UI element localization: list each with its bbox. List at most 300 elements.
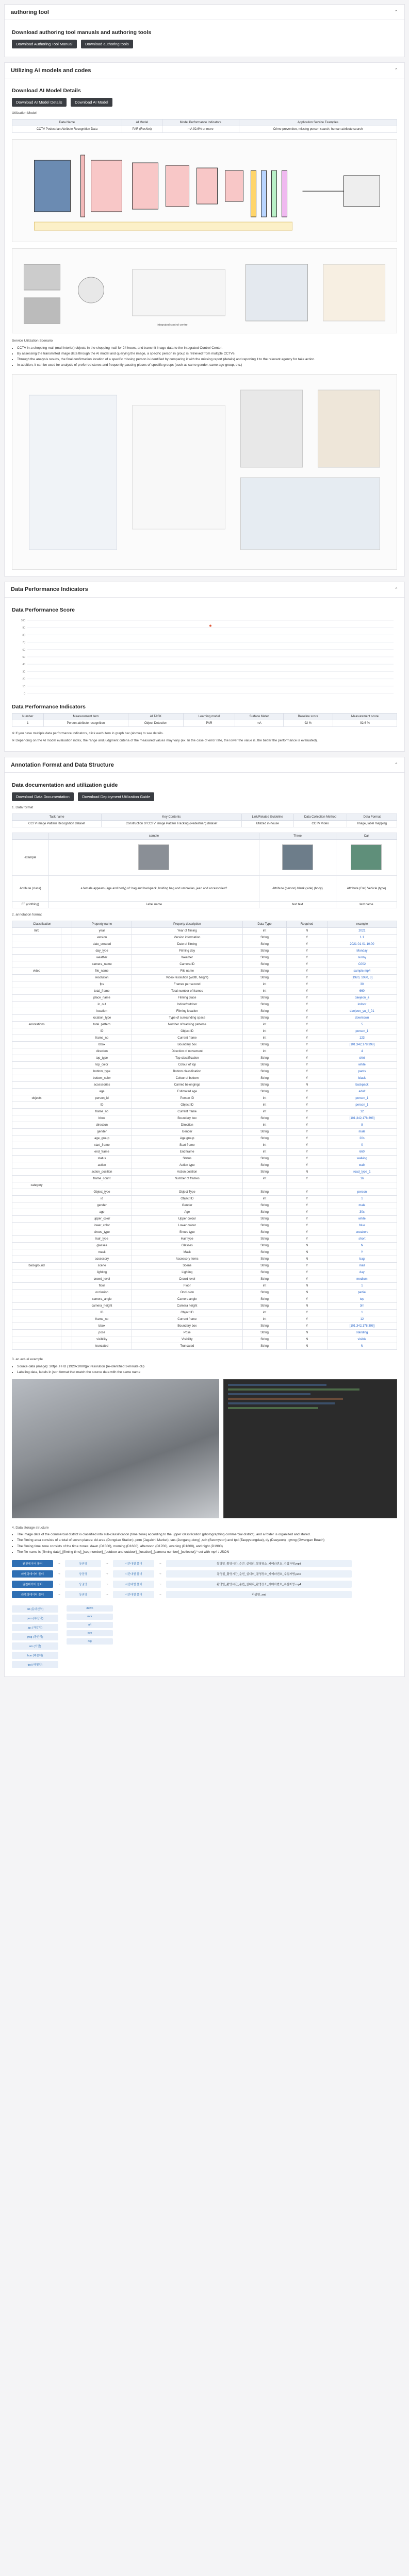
table-cell: Object_type [72, 1189, 132, 1195]
table-cell: Start frame [132, 1142, 242, 1148]
table-cell [61, 1148, 72, 1155]
table-cell: bottom_color [72, 1075, 132, 1081]
storage-row [12, 1591, 397, 1598]
table-row [12, 961, 397, 968]
table-cell: int [242, 1282, 286, 1289]
table-cell: Shoes type [132, 1229, 242, 1235]
table-cell [12, 1128, 61, 1135]
table-cell: Y [287, 947, 328, 954]
y-tick-label: 100 [21, 619, 25, 622]
table-cell: crowd_level [72, 1276, 132, 1282]
folder-item[interactable]: eve [67, 1630, 113, 1636]
arrow-right-icon: → [158, 1572, 162, 1576]
table-cell: daejeon_a [327, 994, 397, 1001]
table-cell: category [12, 1182, 61, 1189]
folder-item[interactable]: gwg (광안리) [12, 1633, 58, 1640]
table-cell [12, 1148, 61, 1155]
table-heading: Data Performance Indicators [12, 703, 86, 710]
table-cell: Estimated age [132, 1088, 242, 1095]
table-cell: String [242, 1115, 286, 1122]
table-cell: annotations [12, 1021, 61, 1028]
table-cell: Y [287, 1095, 328, 1101]
table-cell [61, 1329, 72, 1336]
table-cell: gender [72, 1128, 132, 1135]
table-cell: Image, label mapping [347, 821, 397, 827]
storage-file-box: 파일명_xml [166, 1591, 352, 1598]
table-cell: Glasses [132, 1242, 242, 1249]
table-cell [61, 1055, 72, 1061]
table-cell: 1.1 [327, 934, 397, 941]
table-cell: String [242, 1001, 286, 1008]
table-cell [12, 1329, 61, 1336]
table-cell: Attribute (person) blank (side) (body) [259, 876, 336, 902]
section-title: Data Performance Indicators [11, 586, 88, 593]
table-row [12, 1061, 397, 1068]
feature-block [272, 171, 277, 217]
folder-item[interactable]: tpd (태평양) [12, 1661, 58, 1668]
table-cell: String [242, 1222, 286, 1229]
table-cell: age [72, 1088, 132, 1095]
table-cell: int [242, 1101, 286, 1108]
performance-chart [12, 616, 397, 699]
table-cell: adult [327, 1088, 397, 1095]
table-cell: String [242, 1296, 286, 1302]
table-row [12, 1222, 397, 1229]
example-table [12, 833, 397, 908]
table-cell [61, 968, 72, 974]
table-cell: String [242, 934, 286, 941]
table-cell [61, 947, 72, 954]
table-cell: String [242, 1269, 286, 1276]
folder-item[interactable]: sm (서면) [12, 1642, 58, 1650]
table-cell [242, 1182, 286, 1189]
table-header: Required [287, 921, 328, 927]
table-cell: Y [287, 954, 328, 961]
folder-item[interactable]: hun (해운대) [12, 1652, 58, 1659]
table-cell: bbox [72, 1323, 132, 1329]
table-cell: String [242, 974, 286, 981]
table-row [12, 1202, 397, 1209]
table-cell: Y [287, 1041, 328, 1048]
table-cell [12, 1101, 61, 1108]
service-scenario-title: Service Utilization Scenario [12, 338, 53, 343]
table-cell: Camera angle [132, 1296, 242, 1302]
ai-models-header[interactable] [5, 63, 404, 78]
table-cell [12, 1222, 61, 1229]
json-line [228, 1388, 359, 1391]
conv-block [197, 168, 218, 204]
arrow-right-icon: → [57, 1562, 61, 1566]
table-cell: camera_angle [72, 1296, 132, 1302]
table-header: AI TASK [128, 713, 184, 720]
data-point [209, 624, 211, 626]
table-row [12, 1242, 397, 1249]
architecture-svg [12, 140, 397, 243]
table-cell: person [327, 1189, 397, 1195]
table-cell: Person ID [132, 1095, 242, 1101]
table-cell: Pose [132, 1329, 242, 1336]
folder-item[interactable]: aft [67, 1622, 113, 1628]
table-cell: bag [327, 1256, 397, 1262]
annotation-header[interactable] [5, 757, 404, 773]
table-cell: Upper colour [132, 1215, 242, 1222]
table-cell: Y [287, 1316, 328, 1323]
table-row [12, 1101, 397, 1108]
table-cell [12, 1175, 61, 1182]
table-cell: year [72, 927, 132, 934]
table-cell [61, 1316, 72, 1323]
annotation-format-label: 2. annotation format [12, 913, 42, 917]
table-cell [61, 1262, 72, 1269]
folder-item[interactable]: jgc (자갈치) [12, 1624, 58, 1631]
table-cell [61, 1088, 72, 1095]
table-cell: End frame [132, 1148, 242, 1155]
table-cell: String [242, 941, 286, 947]
table-cell: Y [287, 1008, 328, 1014]
table-cell: Number of tracking patterns [132, 1021, 242, 1028]
storage-root-box: 라벨링데이터 폴더 [12, 1570, 53, 1578]
download-documentation-button[interactable]: Download Data Documentation [12, 792, 74, 801]
json-line [228, 1407, 318, 1409]
table-cell [12, 1088, 61, 1095]
table-cell: Y [287, 1215, 328, 1222]
diagram-caption: Integrated control centre [157, 323, 188, 327]
table-cell: direction [72, 1122, 132, 1128]
download-model-details-button[interactable]: Download AI Model Details [12, 98, 67, 107]
example-image [351, 844, 382, 870]
table-cell: bbox [72, 1115, 132, 1122]
table-header: Property description [132, 921, 242, 927]
illustration-svg [12, 375, 397, 570]
list-item: • Labeling data, labels in json format that match the source data with the same name [17, 1370, 397, 1375]
table-cell: accessories [72, 1081, 132, 1088]
table-cell: day [327, 1269, 397, 1276]
table-cell: in_out [72, 1001, 132, 1008]
table-cell: String [242, 1276, 286, 1282]
table-cell: Y [287, 1323, 328, 1329]
table-cell: Y [287, 1055, 328, 1061]
y-tick-label: 30 [22, 670, 25, 674]
table-cell: daejeon_yu_fl_01 [327, 1008, 397, 1014]
table-cell [12, 1162, 61, 1168]
table-cell: N [287, 927, 328, 934]
performance-note: ※ Depending on the AI model evaluation index, the range and judgment criteria of the measured values may vary (ex. In the case of error rate, the lower the value is, the better the performance is evaluated). [12, 738, 318, 742]
table-cell: Filming place [132, 994, 242, 1001]
table-cell: frame_no [72, 1035, 132, 1041]
table-cell: PAR (ResNet) [122, 126, 162, 132]
download-model-button[interactable]: Download AI Model [71, 98, 112, 107]
table-row [12, 1269, 397, 1276]
table-row [12, 1155, 397, 1162]
table-cell: Crime prevention, missing person search, human attribute search [239, 126, 397, 132]
table-cell: Y [287, 1135, 328, 1142]
example-image [282, 844, 313, 870]
table-cell: backpack [327, 1081, 397, 1088]
table-cell: day_type [72, 947, 132, 954]
table-cell: person_1 [327, 1095, 397, 1101]
authoring-tool-header[interactable] [5, 5, 404, 20]
table-row [12, 1128, 397, 1135]
y-tick-label: 10 [22, 685, 25, 688]
table-row [12, 934, 397, 941]
table-cell: Visibility [132, 1336, 242, 1343]
chevron-up-icon[interactable]: ⌃ [394, 586, 398, 592]
table-row [12, 988, 397, 994]
storage-root-box: 원천데이터 폴더 [12, 1560, 53, 1567]
table-cell: male [327, 1128, 397, 1135]
table-row [12, 1282, 397, 1289]
table-cell: CCTV Video [293, 821, 347, 827]
table-row [12, 1135, 397, 1142]
table-cell [61, 1122, 72, 1128]
table-cell: N [287, 1329, 328, 1336]
table-row [12, 1028, 397, 1035]
table-cell: gender [72, 1202, 132, 1209]
table-cell: top [327, 1296, 397, 1302]
table-cell [12, 1008, 61, 1014]
table-cell: floor [72, 1282, 132, 1289]
table-row [12, 1276, 397, 1282]
table-row [12, 1041, 397, 1048]
table-cell: 660 [327, 1148, 397, 1155]
table-row [12, 1215, 397, 1222]
json-viewer [223, 1379, 397, 1518]
table-cell: Y [287, 1309, 328, 1316]
table-cell: String [242, 1262, 286, 1269]
arrow-right-icon: → [158, 1592, 162, 1597]
table-cell [61, 1001, 72, 1008]
chevron-up-icon[interactable]: ⌃ [394, 762, 398, 768]
table-cell [12, 1289, 61, 1296]
storage-row [12, 1560, 397, 1567]
table-cell: Date of filming [132, 941, 242, 947]
table-cell: 30s [327, 1209, 397, 1215]
table-cell: Hair type [132, 1235, 242, 1242]
table-cell: int [242, 1309, 286, 1316]
table-cell: Y [287, 1195, 328, 1202]
table-cell: total_frame [72, 988, 132, 994]
table-cell: String [242, 1302, 286, 1309]
table-cell [61, 988, 72, 994]
table-cell [61, 1108, 72, 1115]
table-header: Measurement item [43, 713, 128, 720]
table-cell: Y [287, 1028, 328, 1035]
y-tick-label: 80 [22, 634, 25, 637]
table-cell: Y [287, 1202, 328, 1209]
table-cell: white [327, 1061, 397, 1068]
y-tick-label: 20 [22, 677, 25, 681]
table-cell [259, 840, 336, 876]
table-row [12, 1014, 397, 1021]
arrow-right-icon: → [57, 1572, 61, 1576]
table-header [12, 833, 49, 840]
table-cell: medium [327, 1276, 397, 1282]
table-cell [61, 1155, 72, 1162]
table-cell: String [242, 1014, 286, 1021]
storage-time-box: 시간대별 폴더 [113, 1560, 154, 1567]
table-cell: 1 [327, 1309, 397, 1316]
table-cell: Label name [48, 902, 259, 908]
result-panel [246, 264, 308, 321]
table-header: Data Format [347, 814, 397, 821]
table-cell: video [12, 968, 61, 974]
table-cell [61, 1081, 72, 1088]
table-cell: 92 % [283, 720, 333, 726]
table-cell [12, 1135, 61, 1142]
table-cell [12, 1155, 61, 1162]
table-cell: Total number of frames [132, 988, 242, 994]
table-cell: black [327, 1075, 397, 1081]
table-row [12, 1175, 397, 1182]
table-cell: walking [327, 1155, 397, 1162]
download-tool-button[interactable]: Download authoring tools [81, 40, 133, 48]
table-cell: String [242, 947, 286, 954]
table-cell: Info [12, 927, 61, 934]
table-cell: CCTV Pedestrian Attribute Recognition Data [12, 126, 122, 132]
table-cell: upper_color [72, 1215, 132, 1222]
input-image [35, 160, 71, 212]
table-cell: glasses [72, 1242, 132, 1249]
download-deployment-guide-button[interactable]: Download Deployment Utilization Guide [78, 792, 154, 801]
table-cell: lighting [72, 1269, 132, 1276]
table-row [12, 1142, 397, 1148]
download-manual-button[interactable]: Download Authoring Tool Manual [12, 40, 77, 48]
table-row [12, 1001, 397, 1008]
table-cell: Truncated [132, 1343, 242, 1349]
table-cell: Utilized in-house [241, 821, 293, 827]
table-cell: 1 [327, 1282, 397, 1289]
table-cell: N [287, 1289, 328, 1296]
table-cell: objects [12, 1095, 61, 1101]
table-cell [61, 1235, 72, 1242]
json-line [228, 1402, 335, 1404]
folder-item[interactable]: nig [67, 1638, 113, 1645]
table-cell [12, 1108, 61, 1115]
table-cell: String [242, 1068, 286, 1075]
chevron-up-icon[interactable]: ⌃ [394, 9, 398, 14]
storage-cat-box: 상권명 [65, 1581, 101, 1588]
table-cell [12, 1215, 61, 1222]
table-row [12, 1256, 397, 1262]
table-cell [12, 1302, 61, 1309]
cctv-thumb [24, 264, 60, 290]
table-cell: 5 [327, 1021, 397, 1028]
table-cell: accessory [72, 1256, 132, 1262]
folder-item[interactable]: mor [67, 1614, 113, 1620]
table-cell [61, 941, 72, 947]
table-cell: mA [235, 720, 283, 726]
table-cell: date_created [72, 941, 132, 947]
folder-item[interactable]: dawn [67, 1605, 113, 1612]
folder-item[interactable]: dd (동대신역) [12, 1605, 58, 1613]
service-bullets [12, 346, 397, 368]
table-cell: Person attribute recognition [43, 720, 128, 726]
performance-header[interactable] [5, 582, 404, 598]
list-item: • Source data (image): 30fps, FHD (1920x1080)px resolution (re-identified 3-minute clip [17, 1364, 397, 1369]
table-cell: 20s [327, 1135, 397, 1142]
table-cell: version [72, 934, 132, 941]
table-cell: status [72, 1155, 132, 1162]
actual-example-label: 3. an actual example [12, 1357, 43, 1361]
table-cell: 12 [327, 1316, 397, 1323]
table-row [12, 1088, 397, 1095]
section-title: Utilizing AI models and codes [11, 67, 91, 74]
arrow-right-icon: → [105, 1592, 109, 1597]
table-cell: String [242, 1008, 286, 1014]
section-title: authoring tool [11, 9, 49, 15]
folder-item[interactable]: pnm (부산역) [12, 1615, 58, 1622]
table-cell: Y [287, 1148, 328, 1155]
table-cell: frame_count [72, 1175, 132, 1182]
table-cell [61, 1048, 72, 1055]
table-cell [12, 1041, 61, 1048]
table-row [12, 1068, 397, 1075]
table-cell: Object ID [132, 1309, 242, 1316]
folder-column [67, 1605, 113, 1670]
table-cell: Mask [132, 1249, 242, 1256]
table-cell: Attribute (class) [12, 876, 49, 902]
table-cell [61, 961, 72, 968]
arrow-right-icon: → [57, 1582, 61, 1586]
chevron-up-icon[interactable]: ⌃ [394, 67, 398, 73]
annotation-section [4, 757, 405, 1676]
table-cell: Y [287, 1061, 328, 1068]
table-row [12, 981, 397, 988]
table-cell: Frames per second [132, 981, 242, 988]
table-cell: Bottom classification [132, 1068, 242, 1075]
table-cell [61, 1202, 72, 1209]
table-cell: Object ID [132, 1101, 242, 1108]
table-cell [61, 1242, 72, 1249]
table-cell: camera_height [72, 1302, 132, 1309]
table-cell [12, 934, 61, 941]
table-row [12, 1055, 397, 1061]
json-line [228, 1398, 343, 1400]
table-cell: String [242, 1168, 286, 1175]
example-image [138, 844, 169, 870]
table-cell: bbox [72, 1041, 132, 1048]
table-header: Measurement score [333, 713, 397, 720]
table-cell [12, 941, 61, 947]
table-cell [61, 1075, 72, 1081]
performance-note: ※ If you have multiple data performance indicators, click each item in graph bar (above) to see details. [12, 731, 164, 735]
table-header: example [327, 921, 397, 927]
conv-block [166, 165, 189, 207]
table-header: Car [336, 833, 397, 840]
ai-models-section [4, 62, 405, 577]
table-cell [12, 1256, 61, 1262]
table-cell: N [287, 1282, 328, 1289]
table-cell: Crowd level [132, 1276, 242, 1282]
table-cell [61, 1095, 72, 1101]
table-cell: Y [287, 1048, 328, 1055]
feature-block [251, 171, 256, 217]
storage-row [12, 1581, 397, 1588]
table-cell: Y [287, 974, 328, 981]
feature-block [261, 171, 267, 217]
table-cell: N [287, 1256, 328, 1262]
conv-block [133, 163, 158, 209]
table-cell [12, 947, 61, 954]
table-cell [12, 1195, 61, 1202]
table-cell: Y [287, 1021, 328, 1028]
table-cell: Filming day [132, 947, 242, 954]
result-panel [241, 478, 380, 550]
table-cell: int [242, 981, 286, 988]
table-cell: start_frame [72, 1142, 132, 1148]
table-cell [12, 1282, 61, 1289]
table-cell: PAR [183, 720, 235, 726]
